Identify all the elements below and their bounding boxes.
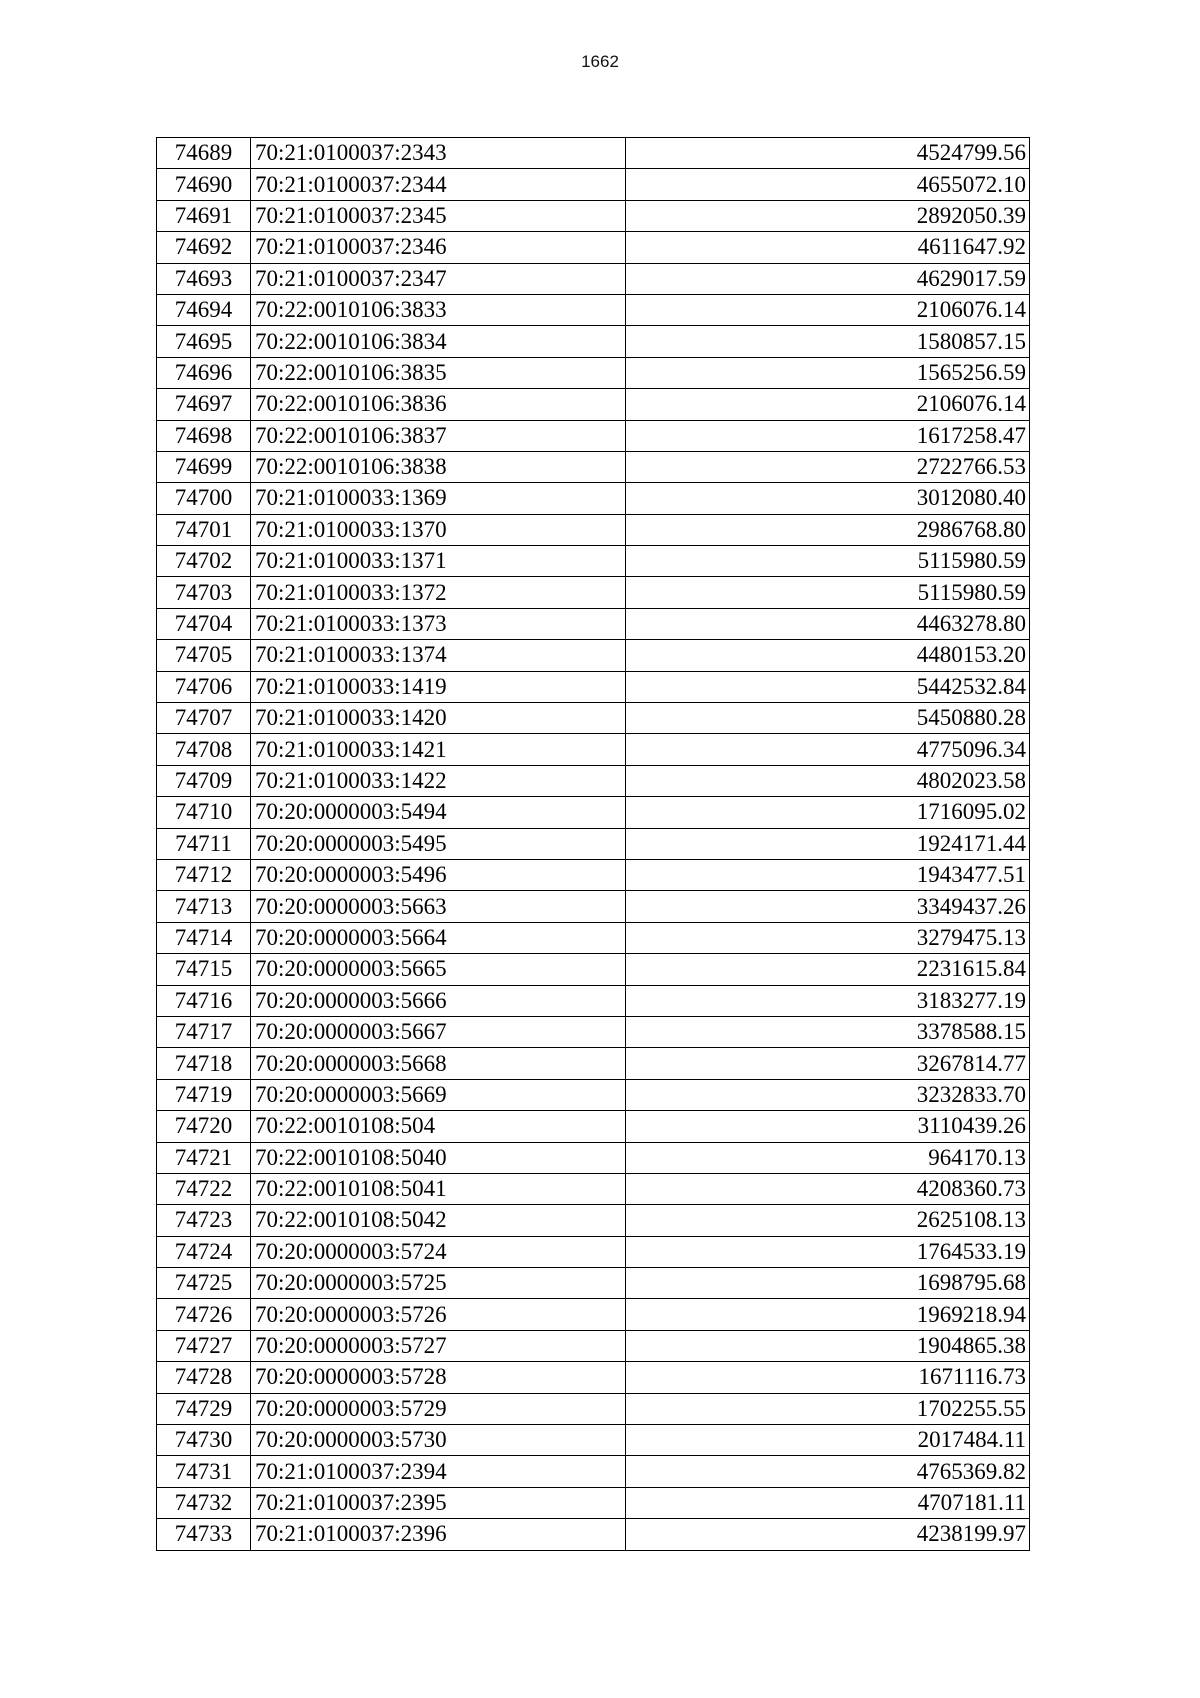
table-row <box>157 389 1030 420</box>
row-number-cell: 74725 <box>157 1268 251 1299</box>
table-row <box>157 577 1030 608</box>
cadastral-number-cell: 70:21:0100033:1369 <box>251 483 626 514</box>
cadastral-number-cell: 70:21:0100033:1422 <box>251 765 626 796</box>
cadastral-number-cell: 70:22:0010108:5041 <box>251 1173 626 1204</box>
cadastral-number-cell: 70:20:0000003:5494 <box>251 797 626 828</box>
row-number-cell: 74692 <box>157 232 251 263</box>
row-number-cell: 74694 <box>157 294 251 325</box>
table-row <box>157 357 1030 388</box>
table-row <box>157 1362 1030 1393</box>
cadastral-number-cell: 70:22:0010106:3833 <box>251 294 626 325</box>
cadastral-value-cell: 3279475.13 <box>626 922 1030 953</box>
table-row <box>157 1519 1030 1550</box>
cadastral-number-cell: 70:20:0000003:5669 <box>251 1079 626 1110</box>
row-number-cell: 74717 <box>157 1016 251 1047</box>
cadastral-value-cell: 4238199.97 <box>626 1519 1030 1550</box>
row-number-cell: 74709 <box>157 765 251 796</box>
cadastral-number-cell: 70:21:0100033:1370 <box>251 514 626 545</box>
cadastral-number-cell: 70:20:0000003:5729 <box>251 1393 626 1424</box>
cadastral-number-cell: 70:20:0000003:5727 <box>251 1330 626 1361</box>
row-number-cell: 74722 <box>157 1173 251 1204</box>
cadastral-number-cell: 70:21:0100033:1372 <box>251 577 626 608</box>
table-row <box>157 263 1030 294</box>
table-row <box>157 1487 1030 1518</box>
cadastral-value-cell: 4611647.92 <box>626 232 1030 263</box>
cadastral-value-cell: 1702255.55 <box>626 1393 1030 1424</box>
row-number-cell: 74733 <box>157 1519 251 1550</box>
table-row <box>157 451 1030 482</box>
table-row <box>157 1236 1030 1267</box>
row-number-cell: 74730 <box>157 1425 251 1456</box>
row-number-cell: 74710 <box>157 797 251 828</box>
cadastral-number-cell: 70:20:0000003:5663 <box>251 891 626 922</box>
row-number-cell: 74689 <box>157 138 251 169</box>
table-row <box>157 294 1030 325</box>
row-number-cell: 74707 <box>157 703 251 734</box>
cadastral-value-cell: 3349437.26 <box>626 891 1030 922</box>
cadastral-value-cell: 4765369.82 <box>626 1456 1030 1487</box>
cadastral-number-cell: 70:20:0000003:5667 <box>251 1016 626 1047</box>
cadastral-value-cell: 1617258.47 <box>626 420 1030 451</box>
row-number-cell: 74700 <box>157 483 251 514</box>
table-row <box>157 420 1030 451</box>
cadastral-value-cell: 4802023.58 <box>626 765 1030 796</box>
table-row <box>157 232 1030 263</box>
row-number-cell: 74724 <box>157 1236 251 1267</box>
row-number-cell: 74691 <box>157 200 251 231</box>
row-number-cell: 74711 <box>157 828 251 859</box>
cadastral-number-cell: 70:20:0000003:5730 <box>251 1425 626 1456</box>
cadastral-value-cell: 2892050.39 <box>626 200 1030 231</box>
cadastral-value-cell: 1698795.68 <box>626 1268 1030 1299</box>
cadastral-number-cell: 70:20:0000003:5495 <box>251 828 626 859</box>
cadastral-number-cell: 70:22:0010106:3835 <box>251 357 626 388</box>
table-row <box>157 169 1030 200</box>
table-row <box>157 1299 1030 1330</box>
cadastral-value-cell: 2017484.11 <box>626 1425 1030 1456</box>
row-number-cell: 74731 <box>157 1456 251 1487</box>
cadastral-value-cell: 2231615.84 <box>626 954 1030 985</box>
cadastral-value-cell: 3378588.15 <box>626 1016 1030 1047</box>
row-number-cell: 74705 <box>157 640 251 671</box>
table-row <box>157 1456 1030 1487</box>
table-row <box>157 1425 1030 1456</box>
cadastral-number-cell: 70:21:0100033:1371 <box>251 546 626 577</box>
cadastral-number-cell: 70:21:0100033:1419 <box>251 671 626 702</box>
cadastral-value-cell: 5115980.59 <box>626 546 1030 577</box>
table-row <box>157 1173 1030 1204</box>
table-row <box>157 514 1030 545</box>
row-number-cell: 74699 <box>157 451 251 482</box>
table-row <box>157 703 1030 734</box>
cadastral-number-cell: 70:21:0100033:1420 <box>251 703 626 734</box>
table-row <box>157 608 1030 639</box>
table-row <box>157 891 1030 922</box>
row-number-cell: 74728 <box>157 1362 251 1393</box>
row-number-cell: 74723 <box>157 1205 251 1236</box>
table-row <box>157 765 1030 796</box>
cadastral-value-cell: 4463278.80 <box>626 608 1030 639</box>
row-number-cell: 74713 <box>157 891 251 922</box>
cadastral-number-cell: 70:22:0010106:3836 <box>251 389 626 420</box>
table-row <box>157 1205 1030 1236</box>
cadastral-value-cell: 3183277.19 <box>626 985 1030 1016</box>
table-row <box>157 640 1030 671</box>
cadastral-number-cell: 70:20:0000003:5496 <box>251 859 626 890</box>
cadastral-number-cell: 70:21:0100037:2344 <box>251 169 626 200</box>
cadastral-value-cell: 1904865.38 <box>626 1330 1030 1361</box>
cadastral-number-cell: 70:20:0000003:5666 <box>251 985 626 1016</box>
table-row <box>157 954 1030 985</box>
cadastral-number-cell: 70:21:0100033:1373 <box>251 608 626 639</box>
row-number-cell: 74702 <box>157 546 251 577</box>
cadastral-value-cell: 1764533.19 <box>626 1236 1030 1267</box>
cadastral-number-cell: 70:20:0000003:5724 <box>251 1236 626 1267</box>
cadastral-number-cell: 70:22:0010106:3837 <box>251 420 626 451</box>
row-number-cell: 74697 <box>157 389 251 420</box>
cadastral-value-cell: 4524799.56 <box>626 138 1030 169</box>
cadastral-number-cell: 70:21:0100037:2396 <box>251 1519 626 1550</box>
cadastral-value-cell: 2106076.14 <box>626 389 1030 420</box>
cadastral-value-cell: 4707181.11 <box>626 1487 1030 1518</box>
table-row <box>157 734 1030 765</box>
row-number-cell: 74729 <box>157 1393 251 1424</box>
row-number-cell: 74704 <box>157 608 251 639</box>
cadastral-number-cell: 70:22:0010106:3838 <box>251 451 626 482</box>
row-number-cell: 74720 <box>157 1111 251 1142</box>
cadastral-number-cell: 70:20:0000003:5664 <box>251 922 626 953</box>
cadastral-number-cell: 70:20:0000003:5726 <box>251 1299 626 1330</box>
table-row <box>157 828 1030 859</box>
cadastral-value-cell: 964170.13 <box>626 1142 1030 1173</box>
cadastral-value-cell: 1671116.73 <box>626 1362 1030 1393</box>
page-number: 1662 <box>581 52 619 71</box>
cadastral-number-cell: 70:22:0010108:504 <box>251 1111 626 1142</box>
table-row <box>157 483 1030 514</box>
cadastral-value-cell: 2986768.80 <box>626 514 1030 545</box>
row-number-cell: 74715 <box>157 954 251 985</box>
cadastral-number-cell: 70:21:0100037:2345 <box>251 200 626 231</box>
cadastral-value-cell: 2106076.14 <box>626 294 1030 325</box>
table-row <box>157 1268 1030 1299</box>
cadastral-number-cell: 70:22:0010108:5042 <box>251 1205 626 1236</box>
cadastral-number-cell: 70:20:0000003:5668 <box>251 1048 626 1079</box>
cadastral-value-table <box>156 137 1030 1551</box>
cadastral-value-cell: 1924171.44 <box>626 828 1030 859</box>
row-number-cell: 74727 <box>157 1330 251 1361</box>
table-row <box>157 922 1030 953</box>
cadastral-value-cell: 3267814.77 <box>626 1048 1030 1079</box>
table-row <box>157 1142 1030 1173</box>
table-row <box>157 859 1030 890</box>
row-number-cell: 74693 <box>157 263 251 294</box>
cadastral-value-cell: 5115980.59 <box>626 577 1030 608</box>
row-number-cell: 74690 <box>157 169 251 200</box>
cadastral-number-cell: 70:21:0100037:2343 <box>251 138 626 169</box>
cadastral-value-cell: 1943477.51 <box>626 859 1030 890</box>
row-number-cell: 74696 <box>157 357 251 388</box>
cadastral-number-cell: 70:21:0100037:2346 <box>251 232 626 263</box>
row-number-cell: 74703 <box>157 577 251 608</box>
cadastral-number-cell: 70:22:0010106:3834 <box>251 326 626 357</box>
cadastral-number-cell: 70:21:0100033:1374 <box>251 640 626 671</box>
row-number-cell: 74712 <box>157 859 251 890</box>
table-row <box>157 1393 1030 1424</box>
table-row <box>157 671 1030 702</box>
cadastral-value-cell: 2625108.13 <box>626 1205 1030 1236</box>
cadastral-value-cell: 4775096.34 <box>626 734 1030 765</box>
cadastral-value-cell: 1565256.59 <box>626 357 1030 388</box>
cadastral-number-cell: 70:20:0000003:5728 <box>251 1362 626 1393</box>
row-number-cell: 74698 <box>157 420 251 451</box>
cadastral-value-cell: 3232833.70 <box>626 1079 1030 1110</box>
table-row <box>157 1111 1030 1142</box>
cadastral-number-cell: 70:21:0100037:2347 <box>251 263 626 294</box>
row-number-cell: 74718 <box>157 1048 251 1079</box>
cadastral-number-cell: 70:20:0000003:5665 <box>251 954 626 985</box>
table-row <box>157 1048 1030 1079</box>
cadastral-value-cell: 3110439.26 <box>626 1111 1030 1142</box>
cadastral-value-cell: 5442532.84 <box>626 671 1030 702</box>
cadastral-number-cell: 70:21:0100037:2395 <box>251 1487 626 1518</box>
cadastral-number-cell: 70:21:0100033:1421 <box>251 734 626 765</box>
row-number-cell: 74719 <box>157 1079 251 1110</box>
table-row <box>157 200 1030 231</box>
row-number-cell: 74732 <box>157 1487 251 1518</box>
cadastral-value-cell: 5450880.28 <box>626 703 1030 734</box>
cadastral-value-cell: 1716095.02 <box>626 797 1030 828</box>
row-number-cell: 74716 <box>157 985 251 1016</box>
table-row <box>157 1079 1030 1110</box>
cadastral-value-cell: 1969218.94 <box>626 1299 1030 1330</box>
cadastral-value-cell: 1580857.15 <box>626 326 1030 357</box>
row-number-cell: 74701 <box>157 514 251 545</box>
table-row <box>157 985 1030 1016</box>
table-row <box>157 138 1030 169</box>
cadastral-value-cell: 4208360.73 <box>626 1173 1030 1204</box>
row-number-cell: 74726 <box>157 1299 251 1330</box>
row-number-cell: 74695 <box>157 326 251 357</box>
table-row <box>157 797 1030 828</box>
row-number-cell: 74708 <box>157 734 251 765</box>
cadastral-value-cell: 2722766.53 <box>626 451 1030 482</box>
cadastral-value-cell: 4629017.59 <box>626 263 1030 294</box>
table-body <box>157 138 1030 1551</box>
row-number-cell: 74714 <box>157 922 251 953</box>
row-number-cell: 74706 <box>157 671 251 702</box>
cadastral-value-cell: 4655072.10 <box>626 169 1030 200</box>
cadastral-number-cell: 70:20:0000003:5725 <box>251 1268 626 1299</box>
table-row <box>157 1016 1030 1047</box>
row-number-cell: 74721 <box>157 1142 251 1173</box>
table-row <box>157 326 1030 357</box>
cadastral-value-cell: 3012080.40 <box>626 483 1030 514</box>
table-row <box>157 546 1030 577</box>
cadastral-number-cell: 70:22:0010108:5040 <box>251 1142 626 1173</box>
table-row <box>157 1330 1030 1361</box>
cadastral-number-cell: 70:21:0100037:2394 <box>251 1456 626 1487</box>
cadastral-value-cell: 4480153.20 <box>626 640 1030 671</box>
